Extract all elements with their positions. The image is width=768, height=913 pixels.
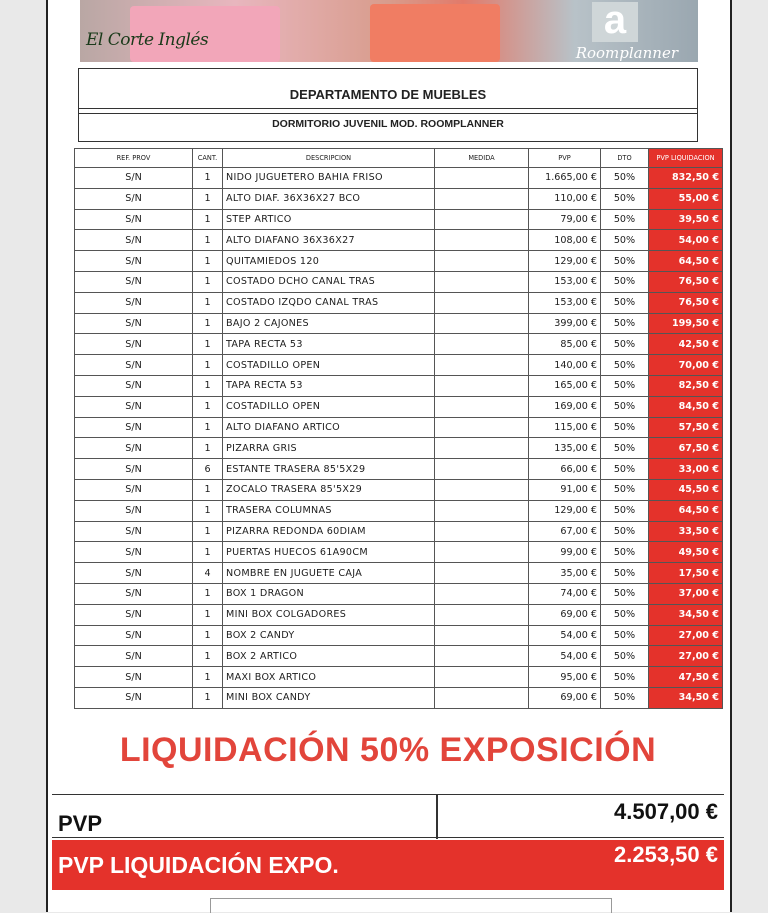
cell-liq: 34,50 € [649,604,723,625]
cell-pvp: 165,00 € [529,375,601,396]
cell-desc: TAPA RECTA 53 [223,334,435,355]
col-pvp: PVP [529,149,601,168]
cell-pvp: 135,00 € [529,438,601,459]
cell-pvp: 115,00 € [529,417,601,438]
cell-qty: 1 [193,230,223,251]
cell-desc: TAPA RECTA 53 [223,375,435,396]
table-row [75,583,723,604]
cell-dto: 50% [601,209,649,230]
cell-desc: COSTADILLO OPEN [223,355,435,376]
cell-desc: ALTO DIAFANO 36X36X27 [223,230,435,251]
cell-dto: 50% [601,667,649,688]
cell-ref: S/N [75,292,193,313]
cell-qty: 1 [193,375,223,396]
table-row [75,209,723,230]
cell-dto: 50% [601,646,649,667]
product-line-name: Roomplanner [575,44,678,62]
footer-tab [210,898,612,913]
cell-liq: 199,50 € [649,313,723,334]
cell-medida [435,292,529,313]
cell-pvp: 1.665,00 € [529,168,601,189]
cell-dto: 50% [601,251,649,272]
cell-dto: 50% [601,459,649,480]
cell-ref: S/N [75,188,193,209]
cell-liq: 49,50 € [649,542,723,563]
cell-ref: S/N [75,479,193,500]
table-row [75,521,723,542]
cell-liq: 54,00 € [649,230,723,251]
cell-liq: 42,50 € [649,334,723,355]
cell-liq: 64,50 € [649,251,723,272]
cell-desc: ALTO DIAFANO ARTICO [223,417,435,438]
cell-ref: S/N [75,625,193,646]
table-row [75,542,723,563]
table-row [75,646,723,667]
cell-liq: 33,00 € [649,459,723,480]
cell-medida [435,687,529,708]
cell-dto: 50% [601,355,649,376]
cell-qty: 1 [193,500,223,521]
cell-medida [435,271,529,292]
cell-ref: S/N [75,667,193,688]
table-row [75,625,723,646]
table-row [75,396,723,417]
cell-pvp: 69,00 € [529,687,601,708]
table-row [75,271,723,292]
cell-ref: S/N [75,563,193,584]
cell-ref: S/N [75,646,193,667]
cell-ref: S/N [75,604,193,625]
cell-dto: 50% [601,334,649,355]
cell-desc: STEP ARTICO [223,209,435,230]
cell-qty: 1 [193,209,223,230]
table-row [75,188,723,209]
cell-ref: S/N [75,687,193,708]
total-pvp-label: PVP [58,811,103,836]
cell-medida [435,168,529,189]
cell-medida [435,188,529,209]
cell-liq: 82,50 € [649,375,723,396]
banner-photo [80,0,698,62]
cell-medida [435,625,529,646]
cell-pvp: 67,00 € [529,521,601,542]
cell-qty: 1 [193,687,223,708]
cell-medida [435,313,529,334]
cell-pvp: 129,00 € [529,500,601,521]
cell-desc: BAJO 2 CAJONES [223,313,435,334]
cell-qty: 4 [193,563,223,584]
cell-medida [435,230,529,251]
cell-medida [435,583,529,604]
cell-desc: ALTO DIAF. 36X36X27 BCO [223,188,435,209]
cell-ref: S/N [75,313,193,334]
cell-medida [435,375,529,396]
cell-qty: 1 [193,313,223,334]
cell-desc: MINI BOX CANDY [223,687,435,708]
cell-medida [435,396,529,417]
cell-pvp: 129,00 € [529,251,601,272]
cell-ref: S/N [75,396,193,417]
cell-qty: 1 [193,667,223,688]
cell-pvp: 54,00 € [529,646,601,667]
col-ref: REF. PROV [75,149,193,168]
cell-ref: S/N [75,521,193,542]
cell-dto: 50% [601,396,649,417]
cell-qty: 1 [193,542,223,563]
brand-logo: El Corte Inglés [86,30,209,50]
cell-ref: S/N [75,438,193,459]
cell-medida [435,563,529,584]
roomplanner-logo-icon: a [592,2,638,42]
cell-qty: 1 [193,583,223,604]
cell-liq: 45,50 € [649,479,723,500]
cell-dto: 50% [601,521,649,542]
cell-dto: 50% [601,563,649,584]
col-medida: MEDIDA [435,149,529,168]
table-row [75,604,723,625]
orange-box-image [370,4,500,62]
cell-medida [435,521,529,542]
cell-liq: 34,50 € [649,687,723,708]
cell-qty: 1 [193,271,223,292]
cell-desc: COSTADILLO OPEN [223,396,435,417]
table-row [75,687,723,708]
cell-qty: 1 [193,417,223,438]
cell-desc: MAXI BOX ARTICO [223,667,435,688]
cell-qty: 6 [193,459,223,480]
cell-medida [435,542,529,563]
cell-ref: S/N [75,334,193,355]
cell-qty: 1 [193,355,223,376]
cell-desc: ZOCALO TRASERA 85'5X29 [223,479,435,500]
cell-dto: 50% [601,479,649,500]
cell-pvp: 399,00 € [529,313,601,334]
cell-qty: 1 [193,479,223,500]
cell-ref: S/N [75,459,193,480]
cell-pvp: 99,00 € [529,542,601,563]
cell-dto: 50% [601,230,649,251]
cell-medida [435,438,529,459]
cell-liq: 84,50 € [649,396,723,417]
cell-desc: ESTANTE TRASERA 85'5X29 [223,459,435,480]
table-row [75,459,723,480]
table-row [75,230,723,251]
cell-liq: 832,50 € [649,168,723,189]
cell-pvp: 35,00 € [529,563,601,584]
cell-pvp: 85,00 € [529,334,601,355]
table-row [75,313,723,334]
cell-pvp: 153,00 € [529,271,601,292]
cell-medida [435,334,529,355]
cell-ref: S/N [75,355,193,376]
cell-ref: S/N [75,168,193,189]
cell-liq: 39,50 € [649,209,723,230]
cell-pvp: 91,00 € [529,479,601,500]
cell-qty: 1 [193,604,223,625]
cell-desc: COSTADO IZQDO CANAL TRAS [223,292,435,313]
cell-dto: 50% [601,375,649,396]
cell-pvp: 169,00 € [529,396,601,417]
cell-ref: S/N [75,542,193,563]
col-dto: DTO [601,149,649,168]
cell-desc: NOMBRE EN JUGUETE CAJA [223,563,435,584]
cell-pvp: 110,00 € [529,188,601,209]
table-row [75,251,723,272]
cell-medida [435,209,529,230]
cell-liq: 70,00 € [649,355,723,376]
cell-liq: 57,50 € [649,417,723,438]
cell-desc: BOX 2 ARTICO [223,646,435,667]
cell-dto: 50% [601,271,649,292]
cell-dto: 50% [601,583,649,604]
cell-pvp: 74,00 € [529,583,601,604]
cell-desc: BOX 2 CANDY [223,625,435,646]
cell-medida [435,355,529,376]
cell-medida [435,604,529,625]
cell-desc: NIDO JUGUETERO BAHIA FRISO [223,168,435,189]
cell-liq: 47,50 € [649,667,723,688]
cell-pvp: 95,00 € [529,667,601,688]
cell-qty: 1 [193,521,223,542]
col-liq: PVP LIQUIDACION [649,149,723,168]
cell-liq: 17,50 € [649,563,723,584]
cell-pvp: 79,00 € [529,209,601,230]
price-table [74,148,723,709]
cell-dto: 50% [601,604,649,625]
cell-desc: BOX 1 DRAGON [223,583,435,604]
cell-desc: TRASERA COLUMNAS [223,500,435,521]
cell-qty: 1 [193,188,223,209]
cell-medida [435,417,529,438]
cell-dto: 50% [601,168,649,189]
cell-dto: 50% [601,500,649,521]
cell-desc: COSTADO DCHO CANAL TRAS [223,271,435,292]
cell-qty: 1 [193,168,223,189]
cell-desc: PUERTAS HUECOS 61A90CM [223,542,435,563]
table-row [75,438,723,459]
table-row [75,334,723,355]
cell-medida [435,479,529,500]
cell-dto: 50% [601,542,649,563]
cell-ref: S/N [75,583,193,604]
table-row [75,479,723,500]
cell-desc: PIZARRA GRIS [223,438,435,459]
cell-pvp: 108,00 € [529,230,601,251]
col-qty: CANT. [193,149,223,168]
cell-qty: 1 [193,251,223,272]
cell-ref: S/N [75,417,193,438]
cell-dto: 50% [601,313,649,334]
cell-ref: S/N [75,271,193,292]
cell-qty: 1 [193,646,223,667]
cell-dto: 50% [601,292,649,313]
cell-liq: 64,50 € [649,500,723,521]
total-liquidation-label: PVP LIQUIDACIÓN EXPO. [58,852,339,878]
table-row [75,563,723,584]
cell-medida [435,251,529,272]
cell-ref: S/N [75,251,193,272]
cell-liq: 37,00 € [649,583,723,604]
table-row [75,168,723,189]
collection-subtitle: DORMITORIO JUVENIL MOD. ROOMPLANNER [78,108,698,142]
cell-qty: 1 [193,292,223,313]
divider [436,795,438,839]
cell-liq: 33,50 € [649,521,723,542]
cell-liq: 76,50 € [649,271,723,292]
table-row [75,667,723,688]
cell-liq: 76,50 € [649,292,723,313]
cell-dto: 50% [601,417,649,438]
cell-desc: PIZARRA REDONDA 60DIAM [223,521,435,542]
table-row [75,375,723,396]
total-pvp-value: 4.507,00 € [614,799,718,824]
cell-ref: S/N [75,500,193,521]
cell-dto: 50% [601,625,649,646]
cell-pvp: 54,00 € [529,625,601,646]
cell-qty: 1 [193,396,223,417]
cell-medida [435,667,529,688]
cell-ref: S/N [75,230,193,251]
table-row [75,417,723,438]
sale-slogan: LIQUIDACIÓN 50% EXPOSICIÓN [119,731,657,769]
total-liquidation-row [52,840,724,890]
cell-dto: 50% [601,438,649,459]
cell-medida [435,646,529,667]
cell-qty: 1 [193,438,223,459]
cell-pvp: 140,00 € [529,355,601,376]
col-desc: DESCRIPCION [223,149,435,168]
cell-liq: 67,50 € [649,438,723,459]
cell-pvp: 69,00 € [529,604,601,625]
cell-dto: 50% [601,687,649,708]
table-row [75,292,723,313]
cell-qty: 1 [193,334,223,355]
total-liquidation-value: 2.253,50 € [614,842,718,867]
table-header-row [75,149,723,168]
cell-desc: QUITAMIEDOS 120 [223,251,435,272]
cell-liq: 27,00 € [649,646,723,667]
cell-medida [435,459,529,480]
table-row [75,355,723,376]
cell-ref: S/N [75,209,193,230]
table-row [75,500,723,521]
cell-liq: 55,00 € [649,188,723,209]
cell-ref: S/N [75,375,193,396]
cell-pvp: 66,00 € [529,459,601,480]
cell-desc: MINI BOX COLGADORES [223,604,435,625]
cell-pvp: 153,00 € [529,292,601,313]
cell-qty: 1 [193,625,223,646]
total-pvp-row [52,794,724,838]
cell-dto: 50% [601,188,649,209]
department-title: DEPARTAMENTO DE MUEBLES [78,68,698,114]
cell-medida [435,500,529,521]
cell-liq: 27,00 € [649,625,723,646]
